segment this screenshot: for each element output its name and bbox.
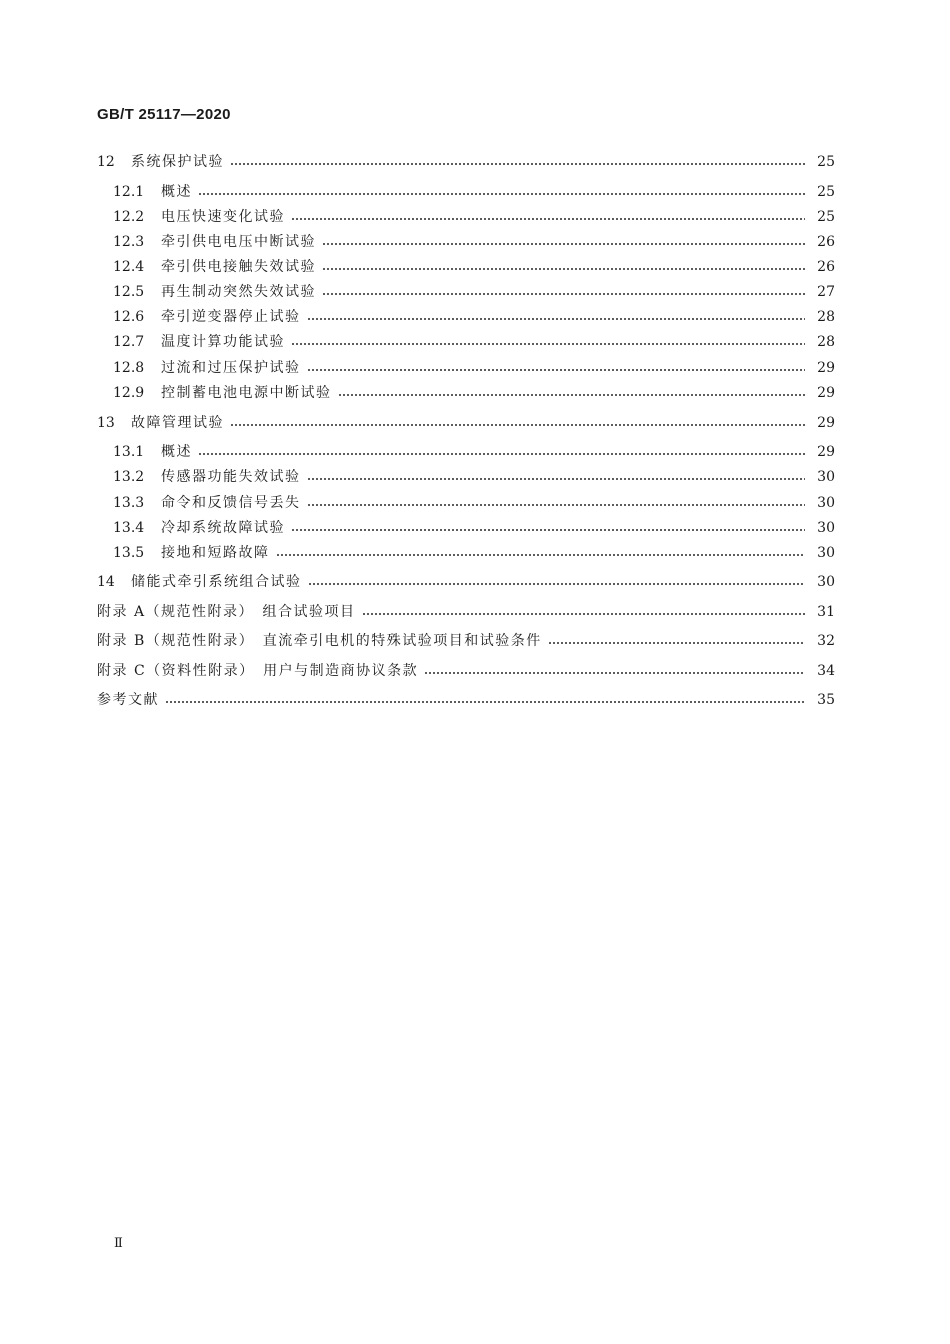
toc-page: 28 bbox=[817, 309, 835, 325]
toc-page: 30 bbox=[817, 545, 835, 561]
toc-title: 接地和短路故障 bbox=[161, 545, 270, 561]
toc-title: 系统保护试验 bbox=[131, 154, 224, 170]
toc-title: 参考文献 bbox=[97, 692, 159, 708]
toc-leader-dots bbox=[198, 453, 805, 455]
toc-number: 12.2 bbox=[113, 209, 145, 225]
toc-page: 29 bbox=[817, 415, 835, 431]
toc-page: 28 bbox=[817, 334, 835, 350]
toc-title: 牵引供电电压中断试验 bbox=[161, 234, 316, 250]
page-number: Ⅱ bbox=[114, 1236, 123, 1251]
toc-number: 13.5 bbox=[113, 545, 145, 561]
toc-title: 电压快速变化试验 bbox=[161, 209, 285, 225]
toc-page: 29 bbox=[817, 444, 835, 460]
toc-entry[interactable] bbox=[113, 382, 835, 404]
toc-entry[interactable] bbox=[113, 181, 835, 203]
toc-title: 再生制动突然失效试验 bbox=[161, 284, 316, 300]
toc-number: 12 bbox=[97, 154, 115, 170]
toc-title: 附录 A（规范性附录） 组合试验项目 bbox=[97, 604, 356, 620]
toc-entry[interactable] bbox=[113, 231, 835, 253]
toc-leader-dots bbox=[291, 343, 805, 345]
toc-page: 25 bbox=[817, 209, 835, 225]
toc-entry[interactable] bbox=[113, 466, 835, 488]
toc-leader-dots bbox=[322, 293, 805, 295]
toc-entry-appendix-c[interactable] bbox=[97, 660, 835, 682]
standard-code: GB/T 25117—2020 bbox=[97, 106, 231, 123]
toc-leader-dots bbox=[362, 613, 805, 615]
toc-entry[interactable] bbox=[113, 206, 835, 228]
toc-page: 35 bbox=[817, 692, 835, 708]
toc-title: 命令和反馈信号丢失 bbox=[161, 495, 301, 511]
toc-number: 13 bbox=[97, 415, 115, 431]
toc-page: 30 bbox=[817, 574, 835, 590]
toc-entry[interactable] bbox=[113, 306, 835, 328]
toc-leader-dots bbox=[307, 369, 806, 371]
toc-page: 30 bbox=[817, 495, 835, 511]
toc-number: 13.3 bbox=[113, 495, 145, 511]
toc-leader-dots bbox=[308, 583, 806, 585]
toc-page: 26 bbox=[817, 259, 835, 275]
toc-leader-dots bbox=[230, 424, 805, 426]
toc-page: 26 bbox=[817, 234, 835, 250]
toc-entry-appendix-a[interactable] bbox=[97, 601, 835, 623]
toc-title: 冷却系统故障试验 bbox=[161, 520, 285, 536]
toc-page: 30 bbox=[817, 520, 835, 536]
toc-number: 12.9 bbox=[113, 385, 145, 401]
toc-leader-dots bbox=[291, 218, 805, 220]
toc-number: 12.6 bbox=[113, 309, 145, 325]
toc-title: 概述 bbox=[161, 444, 192, 460]
toc-title: 温度计算功能试验 bbox=[161, 334, 285, 350]
toc-number: 12.5 bbox=[113, 284, 145, 300]
toc-entry[interactable] bbox=[113, 256, 835, 278]
toc-leader-dots bbox=[307, 478, 806, 480]
toc-entry-appendix-b[interactable] bbox=[97, 630, 835, 652]
toc-leader-dots bbox=[276, 554, 806, 556]
toc-leader-dots bbox=[424, 672, 805, 674]
toc-leader-dots bbox=[307, 318, 806, 320]
toc-entry[interactable] bbox=[113, 357, 835, 379]
toc-leader-dots bbox=[338, 394, 806, 396]
toc-entry[interactable] bbox=[113, 517, 835, 539]
toc-entry[interactable] bbox=[113, 281, 835, 303]
toc-number: 13.4 bbox=[113, 520, 145, 536]
toc-page: 32 bbox=[817, 633, 835, 649]
toc-number: 12.4 bbox=[113, 259, 145, 275]
toc-title: 牵引逆变器停止试验 bbox=[161, 309, 301, 325]
toc-entry[interactable] bbox=[113, 542, 835, 564]
toc-title: 储能式牵引系统组合试验 bbox=[131, 574, 302, 590]
toc-number: 13.1 bbox=[113, 444, 145, 460]
toc-leader-dots bbox=[322, 243, 805, 245]
toc-page: 25 bbox=[817, 154, 835, 170]
toc-leader-dots bbox=[322, 268, 805, 270]
toc-entry[interactable] bbox=[113, 492, 835, 514]
toc-entry[interactable] bbox=[113, 331, 835, 353]
toc-title: 概述 bbox=[161, 184, 192, 200]
toc-page: 30 bbox=[817, 469, 835, 485]
toc-page: 34 bbox=[817, 663, 835, 679]
toc-title: 传感器功能失效试验 bbox=[161, 469, 301, 485]
toc-number: 13.2 bbox=[113, 469, 145, 485]
toc-title: 故障管理试验 bbox=[131, 415, 224, 431]
toc-leader-dots bbox=[291, 529, 805, 531]
toc-leader-dots bbox=[165, 701, 805, 703]
toc-title: 附录 C（资料性附录） 用户与制造商协议条款 bbox=[97, 663, 419, 679]
toc-page: 31 bbox=[817, 604, 835, 620]
toc-entry[interactable] bbox=[97, 412, 835, 434]
toc-number: 12.8 bbox=[113, 360, 145, 376]
toc-entry-bibliography[interactable] bbox=[97, 689, 835, 711]
toc-page: 29 bbox=[817, 385, 835, 401]
toc-leader-dots bbox=[198, 193, 805, 195]
toc-number: 14 bbox=[97, 574, 115, 590]
toc-page: 25 bbox=[817, 184, 835, 200]
toc-number: 12.3 bbox=[113, 234, 145, 250]
toc-title: 控制蓄电池电源中断试验 bbox=[161, 385, 332, 401]
toc-title: 附录 B（规范性附录） 直流牵引电机的特殊试验项目和试验条件 bbox=[97, 633, 542, 649]
toc-entry[interactable] bbox=[97, 151, 835, 173]
toc-leader-dots bbox=[548, 642, 805, 644]
toc-page: 27 bbox=[817, 284, 835, 300]
toc-page: 29 bbox=[817, 360, 835, 376]
toc-entry[interactable] bbox=[113, 441, 835, 463]
toc-leader-dots bbox=[307, 504, 806, 506]
toc-title: 过流和过压保护试验 bbox=[161, 360, 301, 376]
toc-title: 牵引供电接触失效试验 bbox=[161, 259, 316, 275]
toc-number: 12.7 bbox=[113, 334, 145, 350]
toc-number: 12.1 bbox=[113, 184, 145, 200]
toc-entry[interactable] bbox=[97, 571, 835, 593]
toc-leader-dots bbox=[230, 163, 805, 165]
